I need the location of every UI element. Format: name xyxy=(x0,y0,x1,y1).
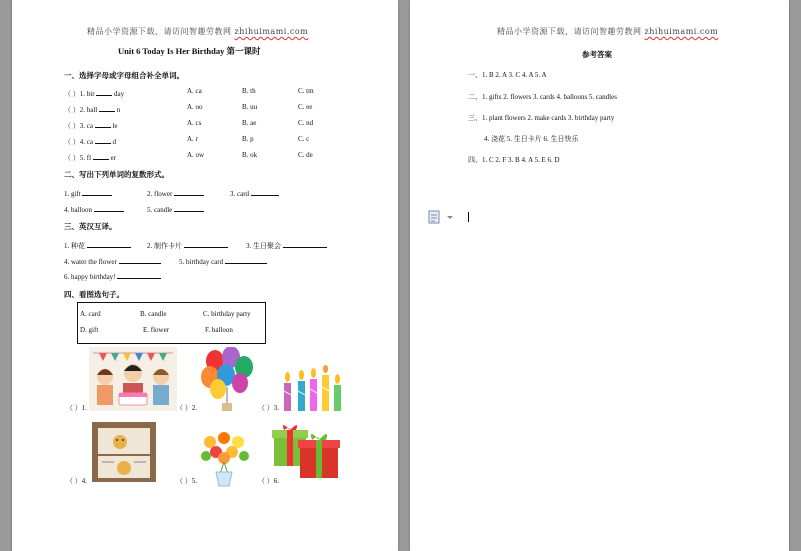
word-option-a: A. card xyxy=(80,310,101,318)
word-option-e: E. flower xyxy=(143,326,170,334)
header-text: 精品小学资源下载，请访问智趣劳教网 xyxy=(497,27,645,36)
section-1-heading: 一、选择字母或字母组合补全单词。 xyxy=(64,71,184,80)
q4-stem: （ ）4. ca d xyxy=(64,135,116,147)
q3-stem: （ ）3. ca le xyxy=(64,119,118,131)
word-bank-box xyxy=(77,302,266,344)
candles-picture xyxy=(278,365,344,413)
translate-item-6: 6. happy birthday! xyxy=(64,270,161,281)
q3-option-c: C. nd xyxy=(298,119,314,127)
answer-line-5: 四、1. C 2. F 3. B 4. A 5. E 6. D xyxy=(468,156,560,164)
header-site-link: zhihuimami.com xyxy=(644,27,719,36)
q4-option-c: C. c xyxy=(298,135,310,143)
answer-line-1: 一、1. B 2. A 3. C 4. A 5. A xyxy=(468,71,547,79)
translate-item-4: 4. water the flower xyxy=(64,255,161,266)
plural-item-5: 5. candle xyxy=(147,203,204,214)
answer-key-title: 参考答案 xyxy=(582,50,612,59)
section-2-heading: 二、写出下列单词的复数形式。 xyxy=(64,170,169,179)
header-text: 精品小学资源下载，请访问智趣劳教网 xyxy=(87,27,235,36)
translate-item-5: 5. birthday card xyxy=(179,255,267,266)
q1-stem: （ ）1. bir day xyxy=(64,87,124,99)
picture-label-5: （ ）5. xyxy=(176,477,197,485)
q1-option-b: B. th xyxy=(242,87,256,95)
word-option-c: C. birthday party xyxy=(203,310,251,318)
q4-option-b: B. p xyxy=(242,135,254,143)
answer-line-4: 4. 浇花 5. 生日卡片 6. 生日快乐 xyxy=(484,135,579,143)
chevron-down-icon xyxy=(447,216,453,219)
picture-label-4: （ ）4. xyxy=(66,477,87,485)
picture-label-3: （ ）3. xyxy=(258,404,279,412)
page-header xyxy=(497,26,718,37)
section-4-heading: 四、看图选句子。 xyxy=(64,290,124,299)
header-site-link: zhihuimami.com xyxy=(234,27,309,36)
q4-option-a: A. r xyxy=(187,135,198,143)
translate-item-2: 2. 制作卡片 xyxy=(147,239,228,251)
plural-item-2: 2. flower xyxy=(147,187,204,198)
document-page-2 xyxy=(410,0,789,551)
picture-label-6: （ ）6. xyxy=(258,477,279,485)
plural-item-3: 3. card xyxy=(230,187,279,198)
translate-item-3: 3. 生日聚会 xyxy=(246,239,327,251)
birthday-card-picture xyxy=(90,420,158,484)
picture-label-1: （ ）1. xyxy=(66,404,87,412)
birthday-party-picture xyxy=(89,347,177,411)
q1-option-c: C. tm xyxy=(298,87,314,95)
answer-line-3: 三、1. plant flowers 2. make cards 3. birthday party xyxy=(468,114,615,122)
word-option-f: F. balloon xyxy=(205,326,233,334)
paste-options-icon[interactable] xyxy=(428,210,458,224)
word-option-b: B. candle xyxy=(140,310,167,318)
q2-option-a: A. oo xyxy=(187,103,203,111)
worksheet-title: Unit 6 Today Is Her Birthday 第一课时 xyxy=(118,46,261,56)
q1-option-a: A. ca xyxy=(187,87,202,95)
balloons-picture xyxy=(198,347,256,413)
word-option-d: D. gift xyxy=(80,326,99,334)
gifts-picture xyxy=(270,420,346,486)
q2-option-b: B. uu xyxy=(242,103,258,111)
q2-stem: （ ）2. ball n xyxy=(64,103,120,115)
flowers-picture xyxy=(196,428,254,488)
text-cursor xyxy=(468,212,469,222)
q3-option-b: B. ae xyxy=(242,119,257,127)
page-header xyxy=(87,26,308,37)
translate-item-1: 1. 种花 xyxy=(64,239,131,251)
picture-label-2: （ ）2. xyxy=(176,404,197,412)
q5-option-a: A. ow xyxy=(187,151,205,159)
q5-option-b: B. ok xyxy=(242,151,258,159)
q5-option-c: C. de xyxy=(298,151,313,159)
q5-stem: （ ）5. fl er xyxy=(64,151,116,163)
q3-option-a: A. cs xyxy=(187,119,202,127)
section-3-heading: 三、英汉互译。 xyxy=(64,222,117,231)
answer-line-2: 二、1. gifts 2. flowers 3. cards 4. balloons 5. candles xyxy=(468,93,617,101)
plural-item-4: 4. balloon xyxy=(64,203,124,214)
document-page-1 xyxy=(12,0,398,551)
plural-item-1: 1. gift xyxy=(64,187,112,198)
q2-option-c: C. ee xyxy=(298,103,313,111)
